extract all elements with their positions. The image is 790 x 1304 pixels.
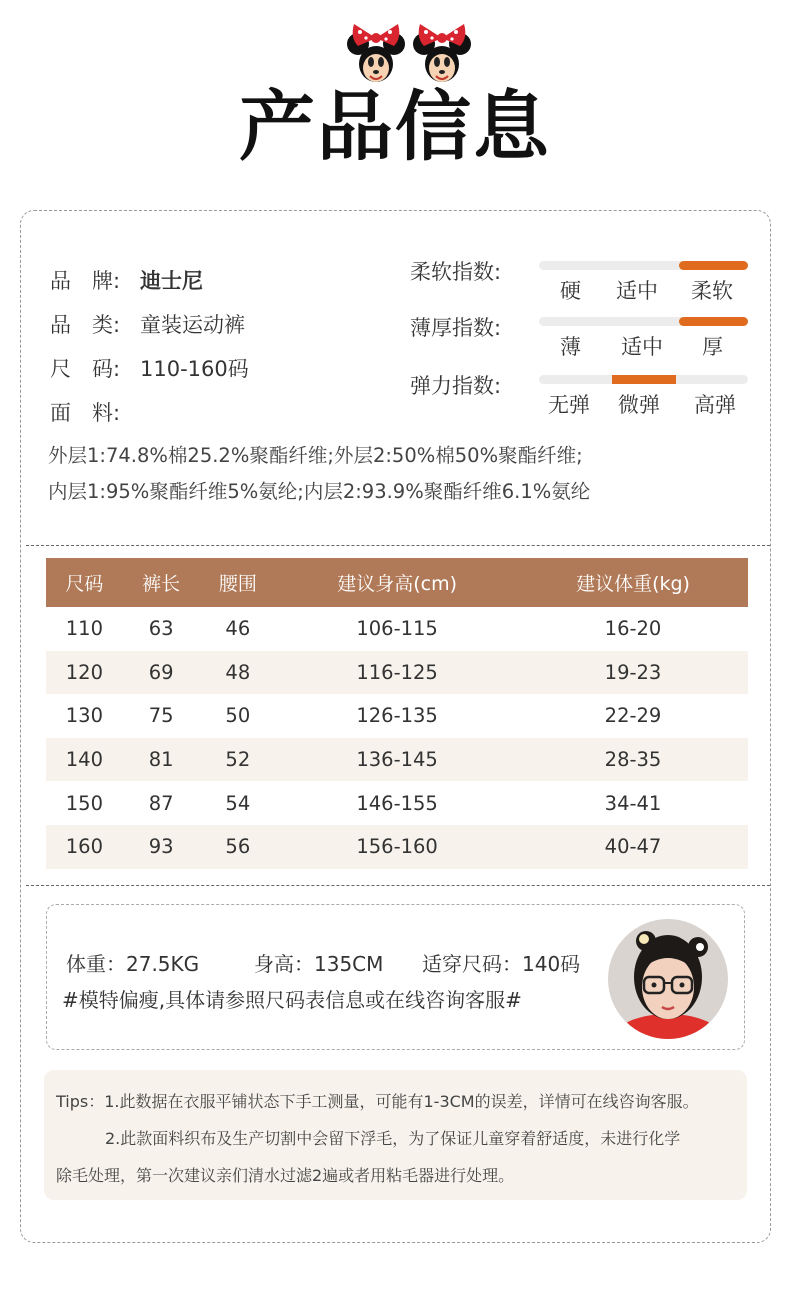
thickness-index: [410, 308, 755, 364]
thickness-scale-high: 厚: [702, 335, 723, 359]
tips-box: [44, 1070, 747, 1200]
table-cell: 40-47: [518, 825, 748, 869]
table-cell: 48: [199, 651, 276, 695]
table-cell: 63: [148, 617, 174, 641]
model-avatar: [608, 919, 728, 1039]
elasticity-index: [410, 366, 755, 422]
header-height: 建议身高(cm): [276, 558, 518, 607]
tips-line-1: Tips：1.此数据在衣服平铺状态下手工测量，可能有1-3CM的误差，详情可在线咨询客服。: [56, 1092, 699, 1111]
table-cell: 146-155: [356, 791, 438, 815]
table-cell: 120: [46, 651, 123, 695]
softness-bar-fill: [679, 261, 748, 270]
thickness-scale-mid: 适中: [621, 335, 663, 359]
table-header-row: [46, 558, 748, 607]
thickness-bar-fill: [679, 317, 748, 326]
fabric-line-inner: 内层1:95%聚酯纤维5%氨纶;内层2:93.9%聚酯纤维6.1%氨纶: [48, 480, 591, 503]
divider: [26, 885, 770, 886]
category-row: [50, 302, 390, 346]
table-cell: 19-23: [518, 651, 748, 695]
table-cell: 28-35: [518, 738, 748, 782]
model-fit-size: 适穿尺码：140码: [422, 952, 581, 976]
model-weight: 体重：27.5KG: [66, 952, 200, 976]
table-cell: 34-41: [604, 791, 662, 815]
table-row: [46, 651, 748, 695]
table-cell: 116-125: [276, 651, 518, 695]
table-cell: 93: [123, 825, 200, 869]
table-row: [46, 607, 748, 651]
model-note: #模特偏瘦,具体请参照尺码表信息或在线咨询客服#: [62, 988, 522, 1012]
table-cell: 75: [148, 704, 174, 728]
category-label: 品 类:: [50, 313, 121, 337]
table-row: [46, 781, 748, 825]
category-value: 童装运动裤: [140, 313, 245, 337]
table-cell: 69: [123, 651, 200, 695]
header-waist: 腰围: [199, 558, 276, 607]
elasticity-scale-mid: 微弹: [618, 393, 660, 417]
header-weight: 建议体重(kg): [518, 558, 748, 607]
thickness-scale: [539, 331, 759, 361]
table-cell: 87: [148, 791, 174, 815]
thickness-bar: [539, 317, 748, 326]
header-pant-length: 裤长: [123, 558, 200, 607]
softness-bar: [539, 261, 748, 270]
table-cell: 130: [65, 704, 103, 728]
brand-value: 迪士尼: [140, 269, 203, 293]
material-row: [50, 390, 390, 434]
elasticity-bar: [539, 375, 748, 384]
page-title: 产品信息: [239, 82, 551, 171]
brand-row: [50, 258, 390, 302]
table-cell: 81: [123, 738, 200, 782]
elasticity-label: 弹力指数:: [410, 374, 502, 398]
thickness-scale-low: 薄: [560, 335, 581, 359]
table-cell: 46: [225, 617, 251, 641]
table-cell: 110: [65, 617, 103, 641]
elasticity-bar-fill: [612, 375, 676, 384]
softness-label: 柔软指数:: [410, 260, 502, 284]
elasticity-scale: [539, 389, 759, 419]
tips-line-3: 除毛处理，第一次建议亲们清水过滤2遍或者用粘毛器进行处理。: [56, 1166, 515, 1185]
softness-scale: [539, 275, 759, 305]
elasticity-scale-high: 高弹: [694, 393, 736, 417]
table-cell: 54: [225, 791, 251, 815]
header-size: 尺码: [46, 558, 123, 607]
softness-scale-mid: 适中: [616, 279, 658, 303]
size-table: [46, 558, 748, 869]
fabric-composition: [48, 438, 748, 510]
brand-label: 品 牌:: [50, 269, 121, 293]
softness-index: [410, 252, 755, 308]
table-cell: 150: [65, 791, 103, 815]
table-row: [46, 694, 748, 738]
size-row: [50, 346, 390, 390]
table-row: [46, 825, 748, 869]
model-height: 身高：135CM: [254, 952, 384, 976]
table-cell: 140: [46, 738, 123, 782]
table-cell: 106-115: [356, 617, 438, 641]
model-stats: [66, 948, 580, 977]
elasticity-scale-low: 无弹: [548, 393, 590, 417]
table-cell: 160: [46, 825, 123, 869]
softness-scale-low: 硬: [560, 279, 581, 303]
thickness-label: 薄厚指数:: [410, 316, 502, 340]
table-cell: 16-20: [604, 617, 662, 641]
size-value: 110-160码: [140, 357, 249, 381]
table-cell: 126-135: [356, 704, 438, 728]
fabric-line-outer: 外层1:74.8%棉25.2%聚酯纤维;外层2:50%棉50%聚酯纤维;: [48, 444, 583, 467]
product-basic-info: [50, 258, 390, 434]
table-cell: 50: [225, 704, 251, 728]
table-cell: 136-145: [276, 738, 518, 782]
page-header: [0, 0, 790, 190]
tips-line-2: 2.此款面料织布及生产切割中会留下浮毛，为了保证儿童穿着舒适度，未进行化学: [105, 1129, 681, 1148]
table-cell: 56: [199, 825, 276, 869]
size-label: 尺 码:: [50, 357, 121, 381]
table-row: [46, 738, 748, 782]
table-cell: 52: [199, 738, 276, 782]
softness-scale-high: 柔软: [691, 279, 733, 303]
table-cell: 156-160: [276, 825, 518, 869]
table-cell: 22-29: [604, 704, 662, 728]
material-label: 面 料:: [50, 401, 121, 425]
divider: [26, 545, 770, 546]
